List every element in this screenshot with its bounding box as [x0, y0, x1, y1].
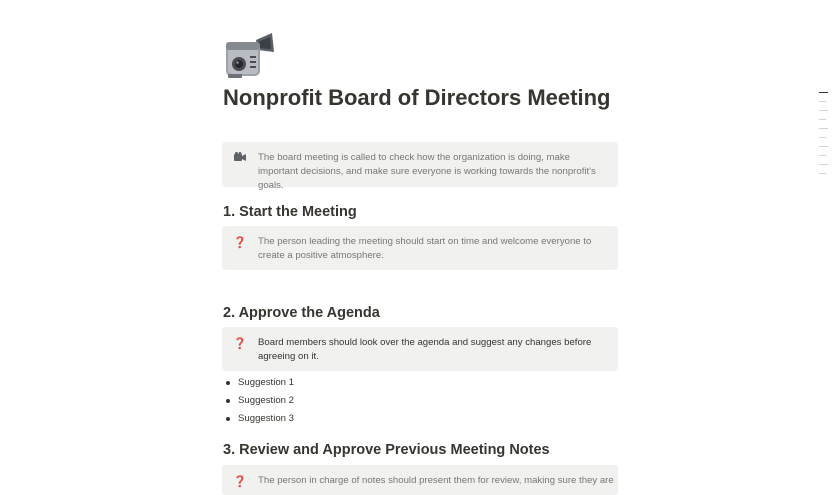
movie-camera-icon	[232, 152, 248, 162]
review-notes-callout[interactable]	[222, 465, 618, 495]
start-meeting-callout[interactable]	[222, 226, 618, 270]
section-heading-start-meeting[interactable]: 1. Start the Meeting	[223, 204, 357, 220]
list-item[interactable]: Suggestion 2	[226, 394, 294, 412]
review-notes-callout-text: The person in charge of notes should present them for review, making sure they are	[258, 475, 614, 486]
page-title[interactable]: Nonprofit Board of Directors Meeting	[223, 85, 611, 110]
bullet-dot	[226, 417, 230, 421]
toc-bar[interactable]	[819, 146, 828, 147]
toc-bar[interactable]	[819, 119, 826, 120]
section-heading-approve-agenda[interactable]: 2. Approve the Agenda	[223, 305, 380, 321]
question-mark-icon: ❓	[233, 237, 247, 249]
toc-bar-active[interactable]	[819, 92, 828, 93]
section-heading-review-notes[interactable]: 3. Review and Approve Previous Meeting Notes	[223, 442, 550, 458]
approve-agenda-callout[interactable]	[222, 327, 618, 371]
question-mark-icon: ❓	[233, 338, 247, 350]
toc-bar[interactable]	[819, 155, 826, 156]
list-item[interactable]: Suggestion 1	[226, 376, 294, 394]
suggestions-list	[226, 376, 294, 430]
table-of-contents-indicator[interactable]	[819, 92, 831, 182]
list-item[interactable]: Suggestion 3	[226, 412, 294, 430]
bullet-dot	[226, 381, 230, 385]
toc-bar[interactable]	[819, 101, 826, 102]
start-meeting-callout-text: The person leading the meeting should start on time and welcome everyone to create a positive atmosphere.	[258, 236, 592, 261]
intro-callout[interactable]	[222, 142, 618, 191]
approve-agenda-callout-text: Board members should look over the agenda and suggest any changes before agreeing on it.	[258, 337, 592, 362]
question-mark-icon: ❓	[233, 476, 247, 488]
toc-bar[interactable]	[819, 173, 826, 174]
toc-bar[interactable]	[819, 110, 828, 111]
intro-callout-text: The board meeting is called to check how the organization is doing, make important decisions, and make sure everyone is working towards the nonprofit's goals.	[258, 152, 596, 191]
toc-bar[interactable]	[819, 128, 828, 129]
video-camera-icon[interactable]	[222, 30, 276, 80]
bullet-dot	[226, 399, 230, 403]
toc-bar[interactable]	[819, 137, 826, 138]
toc-bar[interactable]	[819, 164, 828, 165]
